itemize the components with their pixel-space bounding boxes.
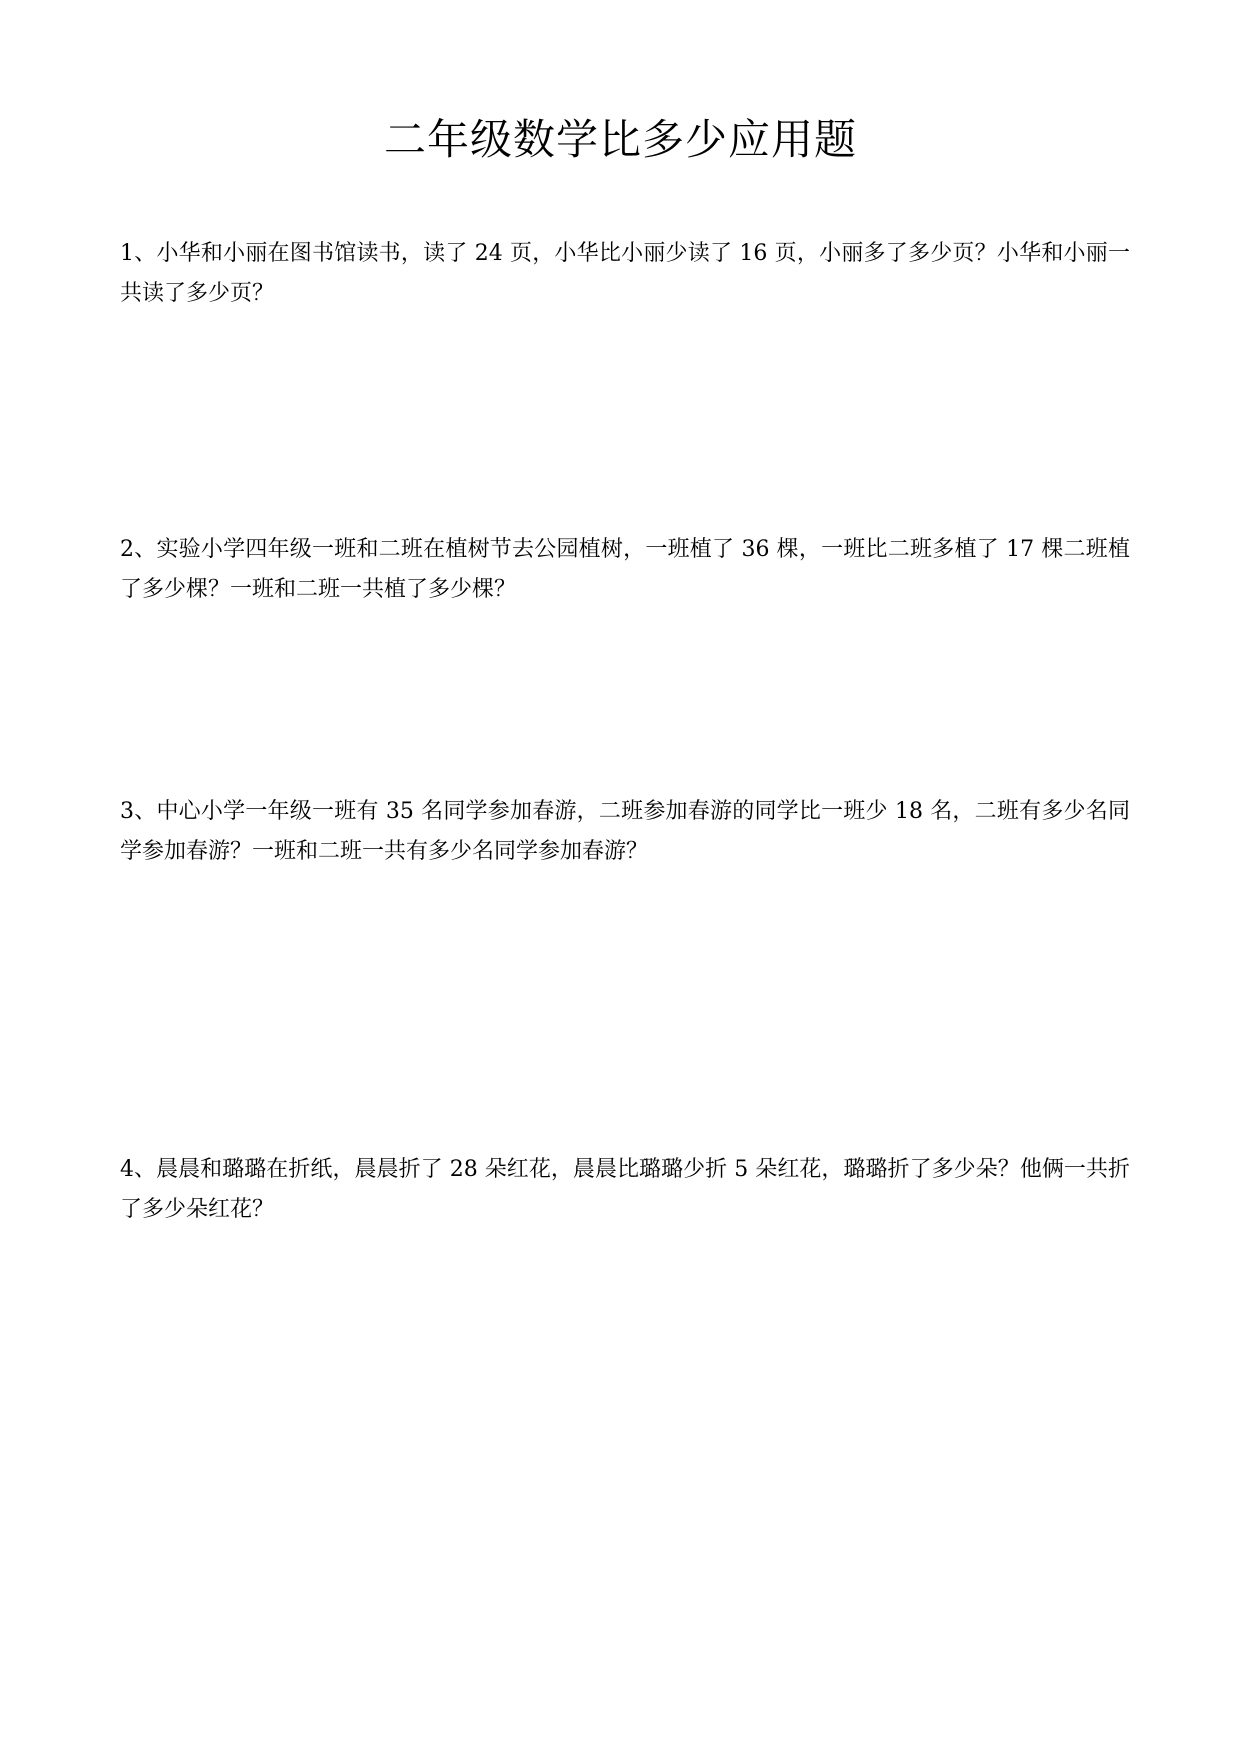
question-4: 4、晨晨和璐璐在折纸，晨晨折了 28 朵红花，晨晨比璐璐少折 5 朵红花，璐璐折了多少朵？他俩一共折了多少朵红花？ [120, 1157, 1130, 1222]
page-title: 二年级数学比多少应用题 [383, 115, 857, 164]
question-1: 1、小华和小丽在图书馆读书，读了 24 页，小华比小丽少读了 16 页，小丽多了多少页？小华和小丽一共读了多少页？ [120, 241, 1130, 306]
question-2: 2、实验小学四年级一班和二班在植树节去公园植树，一班植了 36 棵，一班比二班多植了 17 棵二班植了多少棵？一班和二班一共植了多少棵？ [120, 537, 1130, 602]
question-3: 3、中心小学一年级一班有 35 名同学参加春游，二班参加春游的同学比一班少 18 名，二班有多少名同学参加春游？一班和二班一共有多少名同学参加春游？ [120, 799, 1130, 864]
